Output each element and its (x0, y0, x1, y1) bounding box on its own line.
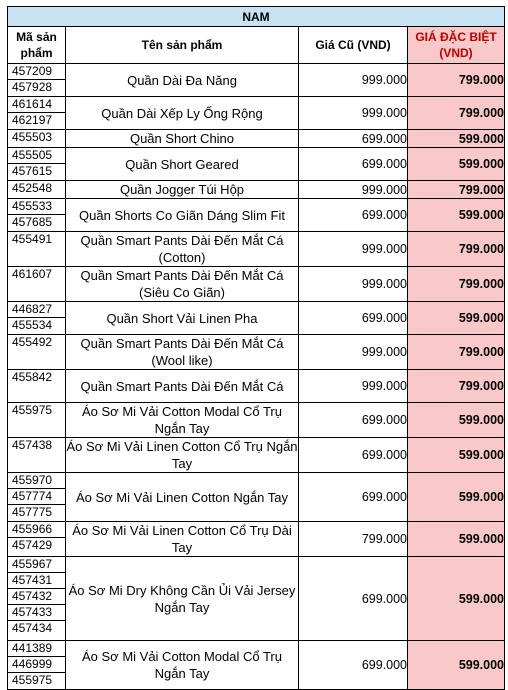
column-header-code: Mã sản phẩm (8, 27, 66, 64)
product-code: 441389 (8, 641, 65, 657)
product-name: Quần Short Chino (66, 130, 299, 148)
special-price: 599.000 (408, 199, 505, 232)
old-price: 799.000 (299, 522, 408, 557)
old-price: 699.000 (299, 148, 408, 181)
special-price: 799.000 (408, 232, 505, 267)
old-price: 699.000 (299, 641, 408, 690)
product-code: 462197 (12, 113, 53, 127)
old-price: 999.000 (299, 181, 408, 199)
product-code: 455966 (8, 522, 65, 538)
special-price: 599.000 (408, 473, 505, 522)
old-price: 699.000 (299, 557, 408, 641)
product-code-cell (8, 130, 66, 148)
product-code: 455967 (8, 557, 65, 573)
product-name: Quần Smart Pants Dài Đến Mắt Cá (Cotton) (66, 232, 299, 267)
product-code: 457774 (8, 489, 65, 505)
table-row (8, 557, 505, 641)
special-price: 599.000 (408, 302, 505, 335)
special-price: 799.000 (408, 64, 505, 97)
table-row (8, 181, 505, 199)
special-price: 599.000 (408, 557, 505, 641)
product-code-cell (8, 641, 66, 690)
table-row (8, 302, 505, 335)
old-price: 999.000 (299, 97, 408, 130)
product-code-cell (8, 267, 66, 302)
product-code: 455533 (8, 199, 65, 215)
product-code: 455503 (12, 130, 53, 144)
product-name: Quần Shorts Co Giãn Dáng Slim Fit (66, 199, 299, 232)
product-code-cell (8, 302, 66, 335)
table-row (8, 232, 505, 267)
product-rows (8, 64, 505, 690)
table-row (8, 97, 505, 130)
product-name: Quần Smart Pants Dài Đến Mắt Cá (Siêu Co Giãn) (66, 267, 299, 302)
column-header-row (8, 27, 505, 64)
product-code-cell (8, 181, 66, 199)
product-code-cell (8, 403, 66, 438)
product-code: 457928 (12, 80, 53, 94)
table-row (8, 130, 505, 148)
product-code: 457685 (12, 215, 53, 229)
old-price: 699.000 (299, 473, 408, 522)
product-code: 457432 (8, 589, 65, 605)
product-name: Áo Sơ Mi Vải Linen Cotton Cổ Trụ Dài Tay (66, 522, 299, 557)
product-code: 455970 (8, 473, 65, 489)
product-code: 455491 (12, 232, 53, 246)
old-price: 699.000 (299, 302, 408, 335)
product-code: 457431 (8, 573, 65, 589)
table-row (8, 473, 505, 522)
old-price: 699.000 (299, 438, 408, 473)
product-code: 455492 (12, 335, 53, 349)
product-name: Quần Smart Pants Dài Đến Mắt Cá (66, 370, 299, 403)
product-code: 457209 (8, 64, 65, 80)
product-code-cell (8, 148, 66, 181)
product-name: Quần Short Geared (66, 148, 299, 181)
column-header-old-price: Giá Cũ (VND) (299, 27, 408, 64)
table-row (8, 335, 505, 370)
product-name: Quần Dài Đa Năng (66, 64, 299, 97)
old-price: 699.000 (299, 403, 408, 438)
special-price: 799.000 (408, 370, 505, 403)
table-row (8, 370, 505, 403)
special-price: 599.000 (408, 148, 505, 181)
product-code: 457429 (12, 538, 53, 552)
column-header-special-price: GIÁ ĐẶC BIỆT (VND) (408, 27, 505, 64)
special-price: 599.000 (408, 522, 505, 557)
special-price: 799.000 (408, 267, 505, 302)
product-code-cell (8, 557, 66, 641)
product-code-cell (8, 64, 66, 97)
product-name: Áo Sơ Mi Vải Cotton Modal Cổ Trụ Ngắn Tay (66, 641, 299, 690)
product-name: Quần Smart Pants Dài Đến Mắt Cá (Wool like) (66, 335, 299, 370)
special-price: 599.000 (408, 438, 505, 473)
old-price: 699.000 (299, 130, 408, 148)
table-row (8, 403, 505, 438)
price-table (7, 6, 505, 690)
special-price: 599.000 (408, 641, 505, 690)
special-price: 599.000 (408, 130, 505, 148)
product-code: 461607 (12, 267, 53, 281)
product-code: 457433 (8, 605, 65, 621)
product-code-cell (8, 232, 66, 267)
special-price: 799.000 (408, 181, 505, 199)
old-price: 999.000 (299, 64, 408, 97)
table-row (8, 438, 505, 473)
product-code-cell (8, 199, 66, 232)
product-code-cell (8, 335, 66, 370)
product-code: 455975 (12, 403, 53, 417)
product-code: 457434 (12, 621, 53, 635)
old-price: 999.000 (299, 335, 408, 370)
product-code-cell (8, 473, 66, 522)
product-code: 455842 (12, 370, 53, 384)
table-row (8, 267, 505, 302)
product-code: 455534 (12, 318, 53, 332)
product-name: Áo Sơ Mi Vải Cotton Modal Cổ Trụ Ngắn Tay (66, 403, 299, 438)
product-code-cell (8, 522, 66, 557)
product-code: 455505 (8, 148, 65, 164)
product-code: 446999 (8, 657, 65, 673)
old-price: 999.000 (299, 232, 408, 267)
special-price: 799.000 (408, 97, 505, 130)
product-code: 452548 (12, 181, 53, 195)
special-price: 599.000 (408, 403, 505, 438)
product-name: Quần Dài Xếp Ly Ống Rộng (66, 97, 299, 130)
product-code-cell (8, 438, 66, 473)
product-code: 446827 (8, 302, 65, 318)
product-code-cell (8, 370, 66, 403)
product-name: Áo Sơ Mi Dry Không Cần Ủi Vải Jersey Ngắn Tay (66, 557, 299, 641)
column-header-name: Tên sản phẩm (66, 27, 299, 64)
table-row (8, 641, 505, 690)
product-code-cell (8, 97, 66, 130)
section-banner-row (8, 7, 505, 27)
old-price: 699.000 (299, 199, 408, 232)
product-code: 457615 (12, 164, 53, 178)
product-name: Quần Jogger Túi Hộp (66, 181, 299, 199)
product-code: 457438 (12, 438, 53, 452)
section-title: NAM (8, 7, 505, 27)
product-code: 457775 (12, 505, 53, 519)
table-row (8, 522, 505, 557)
old-price: 999.000 (299, 370, 408, 403)
table-row (8, 199, 505, 232)
old-price: 999.000 (299, 267, 408, 302)
product-code: 455975 (12, 673, 53, 687)
product-name: Áo Sơ Mi Vải Linen Cotton Ngắn Tay (66, 473, 299, 522)
table-row (8, 148, 505, 181)
product-name: Áo Sơ Mi Vải Linen Cotton Cổ Trụ Ngắn Tay (66, 439, 298, 471)
product-name: Quần Short Vải Linen Pha (66, 302, 299, 335)
table-row (8, 64, 505, 97)
special-price: 799.000 (408, 335, 505, 370)
product-code: 461614 (8, 97, 65, 113)
